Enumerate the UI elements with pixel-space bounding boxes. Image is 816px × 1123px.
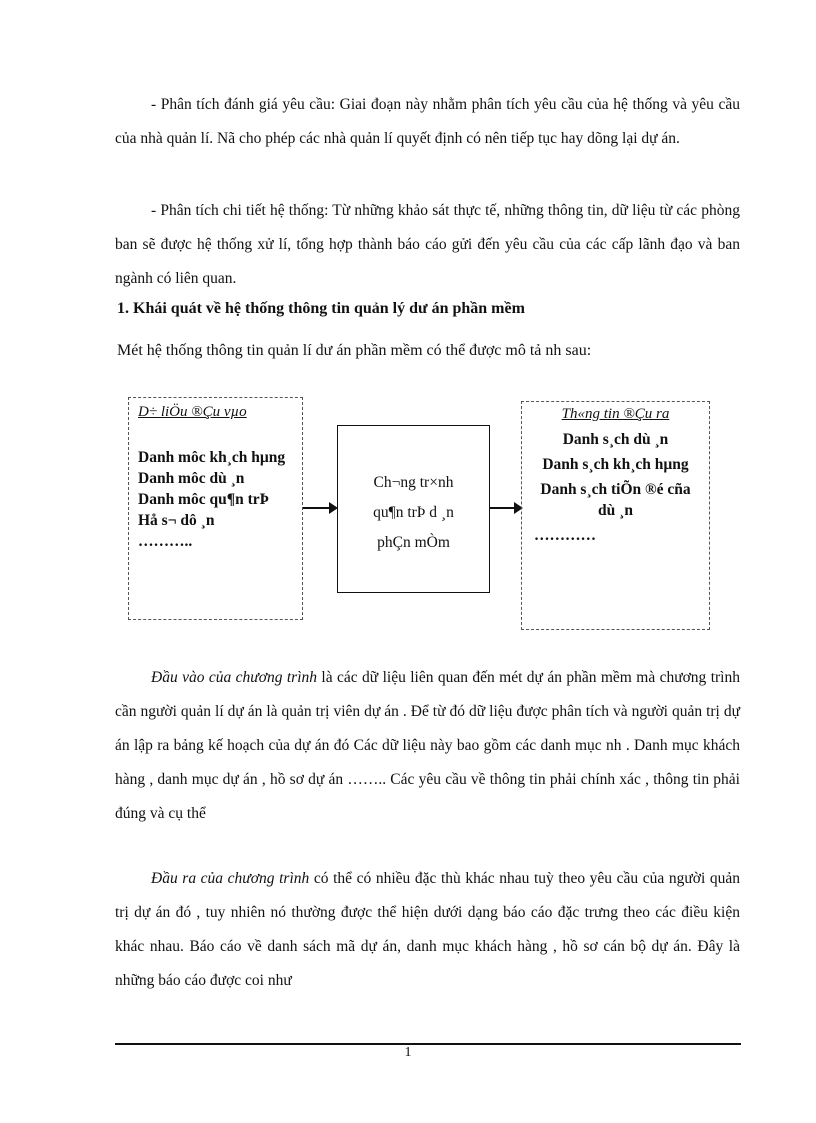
input-item: ……….. bbox=[138, 533, 193, 550]
section-heading: 1. Khái quát về hệ thống thông tin quản lý dư án phần mềm bbox=[117, 300, 525, 317]
output-item: Danh s¸ch dù ¸n bbox=[562, 431, 669, 448]
program-input-text: là các dữ liệu liên quan đến mét dự án phần mềm mà chương trình cần người quản lí dự án là quản trị viên dự án . Để từ đó dữ liệu được phân tích và người quản trị dự án lập ra bảng kế hoạch của dự án đó Các dữ liệu này bao gồm các danh mục nh . Danh mục khách hàng , danh mục dự án , hồ sơ dự án …….. Các yêu cầu về thông tin phải chính xác , thông tin phải đúng và cụ thể bbox=[115, 669, 740, 822]
process-line: Ch¬ng tr×nh bbox=[373, 474, 454, 491]
input-item: Danh môc dù ¸n bbox=[138, 470, 245, 487]
program-output-text: có thể có nhiều đặc thù khác nhau tuỳ theo yêu cầu của người quản trị dự án đó , tuy nhiên nó thường được thể hiện dưới dạng báo cáo đặc trưng theo các điều kiện khác nhau. Báo cáo về danh sách mã dự án, danh mục khách hàng , hồ sơ cán bộ dự án. Đây là những báo cáo được coi như bbox=[115, 870, 741, 989]
input-data-title: D÷ liÖu ®Çu vµo bbox=[138, 404, 247, 420]
input-item: Hå s¬ dô ¸n bbox=[138, 512, 215, 529]
paragraph-system-detail-analysis: - Phân tích chi tiết hệ thống: Từ những khảo sát thực tế, những thông tin, dữ liệu từ các phòng ban sẽ được hệ thống xử lí, tổng hợp thành báo cáo gửi đến yêu cầu của các cấp lãnh đạo và ban ngành có liên quan. bbox=[115, 202, 740, 287]
output-info-box bbox=[521, 401, 710, 630]
diagram-intro: Mét hệ thống thông tin quản lí dư án phần mềm có thể được mô tả nh sau: bbox=[117, 342, 592, 359]
program-output-lead: Đầu ra của chương trình bbox=[151, 870, 310, 887]
page-number: 1 bbox=[404, 1045, 412, 1060]
paragraph-program-output bbox=[115, 862, 740, 998]
output-item: Danh s¸ch kh¸ch hµng bbox=[542, 456, 689, 473]
input-data-box bbox=[128, 397, 303, 620]
process-box bbox=[337, 425, 490, 593]
input-item: Danh môc kh¸ch hµng bbox=[138, 449, 286, 466]
output-info-title: Th«ng tin ®Çu ra bbox=[561, 406, 670, 422]
paragraph-program-input bbox=[115, 661, 740, 831]
input-item: Danh môc qu¶n trÞ bbox=[138, 491, 270, 508]
process-line: qu¶n trÞ d ¸n bbox=[373, 504, 454, 521]
program-input-lead: Đầu vào của chương trình bbox=[151, 669, 318, 686]
process-line: phÇn mÒm bbox=[377, 534, 450, 551]
arrow-process-to-output bbox=[490, 507, 521, 509]
paragraph-requirements-analysis: - Phân tích đánh giá yêu cầu: Giai đoạn này nhằm phân tích yêu cầu của hệ thống và yêu cầu của nhà quản lí. Nã cho phép các nhà quản lí quyết định có nên tiếp tục hay dõng lại dự án. bbox=[115, 96, 740, 147]
arrow-input-to-process bbox=[303, 507, 336, 509]
output-item: ………… bbox=[534, 527, 596, 544]
output-item: Danh s¸ch tiÕn ®é cña dù ¸n bbox=[540, 481, 691, 519]
